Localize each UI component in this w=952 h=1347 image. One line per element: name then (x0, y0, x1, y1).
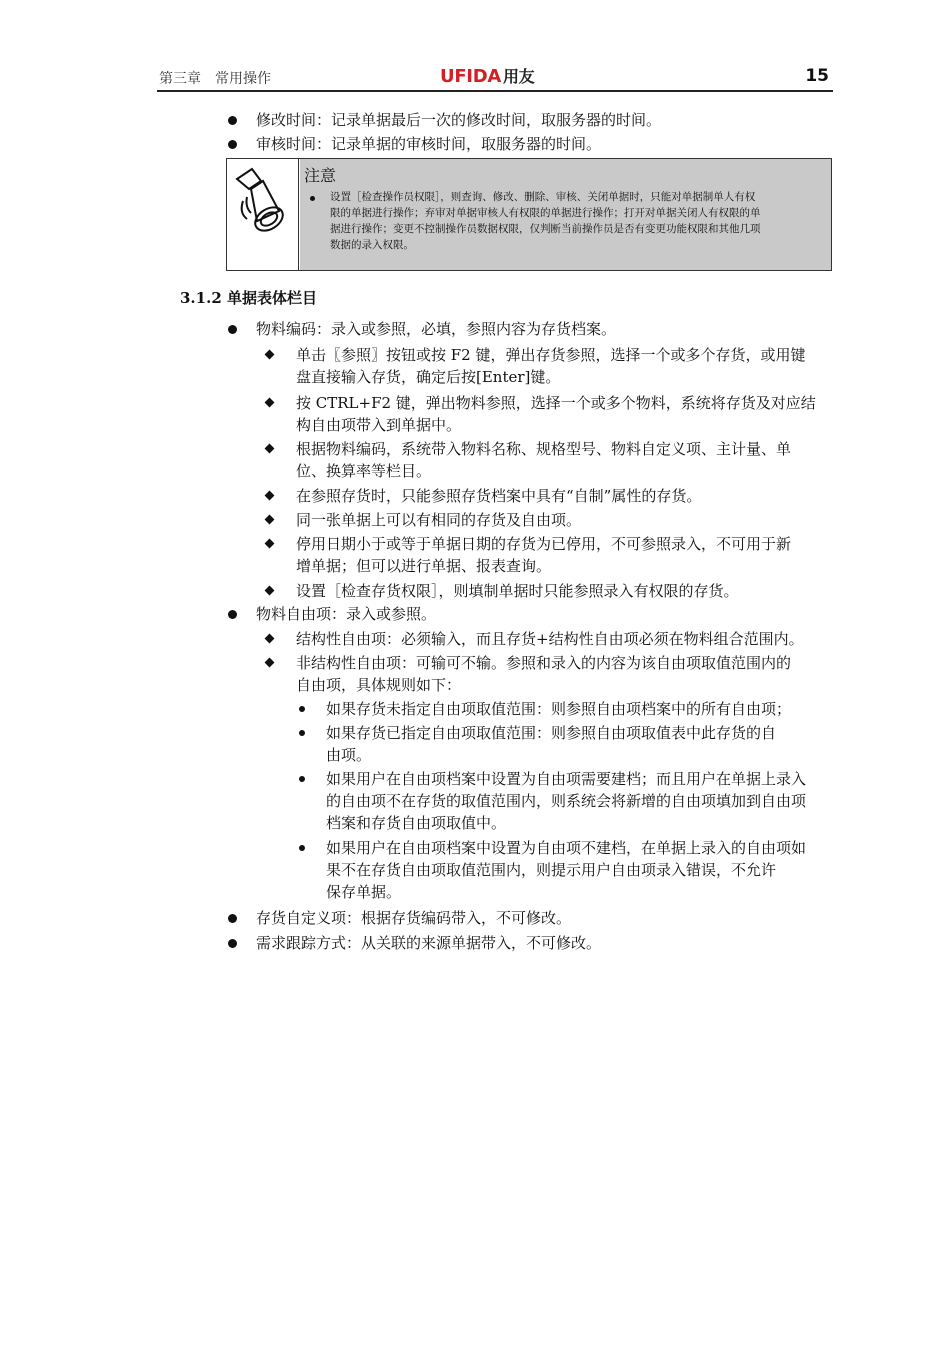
note-box (226, 158, 832, 271)
list-item: 设置［检查存货权限］，则填制单据时只能参照录入有权限的存货。 (296, 582, 739, 600)
list-item-cont: 档案和存货自由项取值中。 (326, 814, 507, 832)
section-number: 3.1.2 (180, 289, 222, 307)
bullet-dot (228, 610, 237, 619)
note-body (300, 159, 831, 270)
small-bullet-dot (299, 706, 305, 712)
list-item-cont: 位、换算率等栏目。 (296, 462, 432, 480)
small-bullet-dot (299, 730, 305, 736)
list-item-cont: 的自由项不在存货的取值范围内，则系统会将新增的自由项填加到自由项 (326, 792, 807, 810)
note-line: 据进行操作；变更不控制操作员数据权限，仅判断当前操作员是否有变更功能权限和其他几项 (330, 223, 761, 235)
note-title: 注意 (304, 166, 337, 185)
note-line: 限的单据进行操作；弃审对单据审核人有权限的单据进行操作；打开对单据关闭人有权限的单 (330, 207, 761, 219)
note-line: 设置［检查操作员权限］，则查询、修改、删除、审核、关闭单据时，只能对单据制单人有权 (330, 191, 756, 203)
section-title: 单据表体栏目 (227, 289, 318, 307)
list-item: 如果存货未指定自由项取值范围：则参照自由项档案中的所有自由项； (326, 700, 792, 718)
diamond-bullet (265, 350, 275, 360)
list-item: 非结构性自由项：可输可不输。参照和录入的内容为该自由项取值范围内的 (296, 654, 792, 672)
list-item-cont: 果不在存货自由项取值范围内，则提示用户自由项录入错误，不允许 (326, 861, 777, 879)
brand-logo (440, 64, 534, 87)
list-item: 在参照存货时，只能参照存货档案中具有“自制”属性的存货。 (296, 487, 702, 505)
list-item-cont: 增单据；但可以进行单据、报表查询。 (296, 557, 552, 575)
page-header (157, 64, 833, 92)
intro-bullet: 修改时间：记录单据最后一次的修改时间，取服务器的时间。 (256, 111, 662, 129)
diamond-bullet (265, 444, 275, 454)
list-item-cont: 保存单据。 (326, 883, 402, 901)
list-item: 物料编码：录入或参照，必填，参照内容为存货档案。 (256, 320, 617, 338)
bullet-dot (228, 914, 237, 923)
bullet-dot (228, 116, 237, 125)
bell-icon (227, 159, 298, 270)
list-item: 停用日期小于或等于单据日期的存货为已停用，不可参照录入，不可用于新 (296, 535, 792, 553)
list-item: 同一张单据上可以有相同的存货及自由项。 (296, 511, 582, 529)
list-item: 存货自定义项：根据存货编码带入，不可修改。 (256, 909, 572, 927)
note-text (330, 189, 825, 253)
list-item: 如果用户在自由项档案中设置为自由项需要建档；而且用户在单据上录入 (326, 770, 807, 788)
small-bullet-dot (299, 845, 305, 851)
diamond-bullet (265, 491, 275, 501)
list-item: 结构性自由项：必须输入，而且存货+结构性自由项必须在物料组合范围内。 (296, 630, 804, 648)
diamond-bullet (265, 539, 275, 549)
bullet-dot (228, 325, 237, 334)
note-icon-cell (227, 159, 299, 270)
page-number: 15 (805, 66, 829, 86)
chapter-title: 第三章 常用操作 (159, 71, 271, 87)
intro-bullet: 审核时间：记录单据的审核时间，取服务器的时间。 (256, 135, 602, 153)
brand-en: UFIDA (440, 66, 501, 87)
list-item: 单击〖参照〗按钮或按 F2 键，弹出存货参照，选择一个或多个存货，或用键 (296, 346, 806, 364)
note-line: 数据的录入权限。 (330, 239, 414, 251)
list-item: 如果用户在自由项档案中设置为自由项不建档，在单据上录入的自由项如 (326, 839, 807, 857)
list-item-cont: 构自由项带入到单据中。 (296, 416, 462, 434)
list-item: 如果存货已指定自由项取值范围：则参照自由项取值表中此存货的自 (326, 724, 777, 742)
diamond-bullet (265, 398, 275, 408)
list-item-cont: 自由项，具体规则如下： (296, 676, 462, 694)
diamond-bullet (265, 515, 275, 525)
list-item-cont: 盘直接输入存货，确定后按[Enter]键。 (296, 368, 561, 386)
list-item: 根据物料编码，系统带入物料名称、规格型号、物料自定义项、主计量、单 (296, 440, 792, 458)
note-bullet-dot (310, 196, 315, 201)
small-bullet-dot (299, 776, 305, 782)
bullet-dot (228, 140, 237, 149)
list-item-cont: 由项。 (326, 746, 372, 764)
list-item: 物料自由项：录入或参照。 (256, 605, 437, 623)
list-item: 需求跟踪方式：从关联的来源单据带入，不可修改。 (256, 934, 602, 952)
brand-cn: 用友 (502, 67, 535, 86)
list-item: 按 CTRL+F2 键，弹出物料参照，选择一个或多个物料，系统将存货及对应结 (296, 394, 816, 412)
bullet-dot (228, 939, 237, 948)
diamond-bullet (265, 658, 275, 668)
section-heading (180, 287, 317, 309)
diamond-bullet (265, 634, 275, 644)
diamond-bullet (265, 586, 275, 596)
